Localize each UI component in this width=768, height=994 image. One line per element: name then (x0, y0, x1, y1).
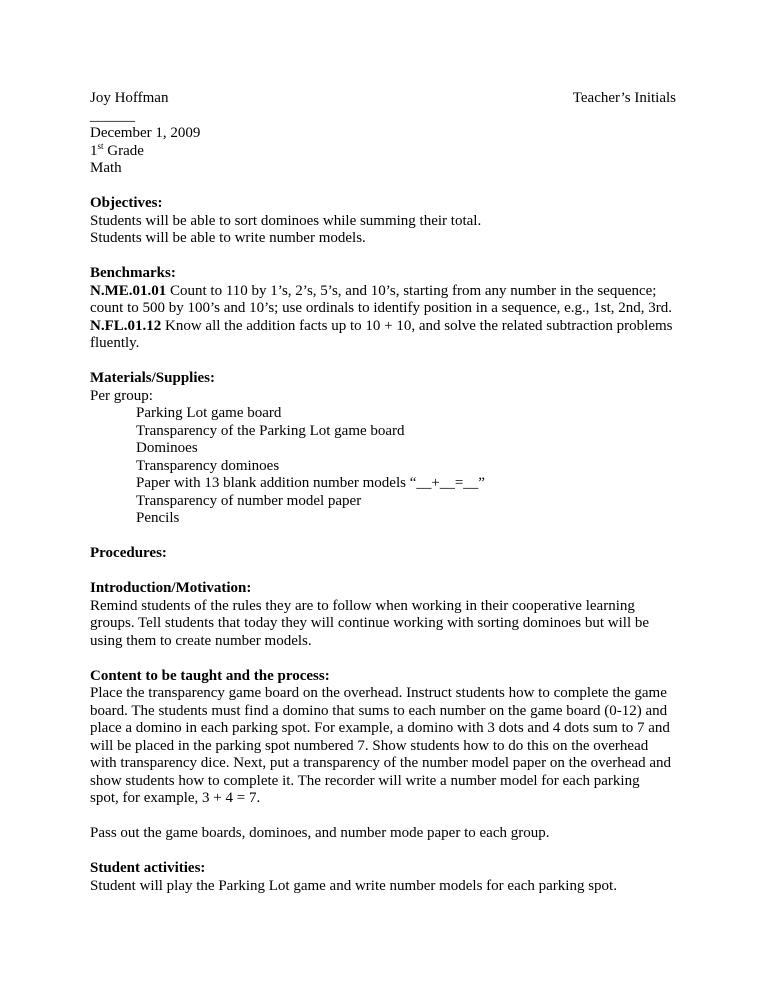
grade-ordinal: st (97, 140, 104, 151)
material-item: Transparency of the Parking Lot game board (136, 422, 405, 439)
content-line: Place the transparency game board on the overhead. Instruct students how to complete the game (90, 685, 667, 701)
grade-level (90, 140, 676, 161)
lesson-plan-document (90, 90, 676, 895)
student-activities-heading: Student activities: (90, 860, 206, 876)
benchmark-item (90, 318, 676, 336)
objective-item: Students will be able to write number models. (90, 230, 366, 246)
teacher-name: Joy Hoffman (90, 90, 169, 106)
introduction-heading: Introduction/Motivation: (90, 580, 252, 596)
content-line: place a domino in each parking spot. For example, a domino with 3 dots and 4 dots sum to 7 and (90, 720, 670, 736)
content-line: spot, for example, 3 + 4 = 7. (90, 790, 261, 806)
procedures-heading: Procedures: (90, 545, 167, 561)
content-line: board. The students must find a domino that sums to each number on the game board (0-12) and (90, 702, 668, 719)
subject: Math (90, 160, 122, 176)
material-item: Paper with 13 blank addition number models “__+__=__” (136, 475, 485, 491)
material-item: Pencils (136, 510, 180, 526)
material-item: Dominoes (136, 440, 198, 456)
lesson-date: December 1, 2009 (90, 125, 201, 141)
material-item: Parking Lot game board (136, 405, 282, 421)
content-line: show students how to complete it. The recorder will write a number model for each parking (90, 772, 640, 789)
benchmark-code: N.FL.01.12 (90, 317, 162, 334)
material-item: Transparency dominoes (136, 457, 280, 474)
benchmarks-heading: Benchmarks: (90, 265, 176, 281)
grade-text: Grade (103, 142, 144, 159)
introduction-line: groups. Tell students that today they will continue working with sorting dominoes but will be (90, 615, 650, 631)
introduction-line: using them to create number models. (90, 632, 312, 649)
teacher-initials-label: Teacher’s Initials (572, 90, 676, 106)
material-item: Transparency of number model paper (136, 492, 362, 509)
content-line: with transparency dice. Next, put a transparency of the number model paper on the overhead and (90, 755, 672, 771)
objective-item: Students will be able to sort dominoes while summing their total. (90, 212, 482, 229)
content-line: will be placed in the parking spot numbered 7. Show students how to do this on the overhead (90, 737, 649, 754)
benchmark-text: Count to 110 by 1’s, 2’s, 5’s, and 10’s, starting from any number in the sequence; (166, 282, 657, 299)
benchmark-text: Know all the addition facts up to 10 + 10, and solve the related subtraction problems (161, 317, 673, 334)
header-row (90, 90, 676, 108)
introduction-line: Remind students of the rules they are to follow when working in their cooperative learning (90, 597, 635, 614)
objectives-heading: Objectives: (90, 195, 163, 211)
benchmark-item (90, 283, 676, 301)
initials-blank: ______ (90, 107, 135, 124)
grade-number: 1 (90, 142, 98, 159)
content-heading: Content to be taught and the process: (90, 667, 330, 684)
benchmark-text-continued: fluently. (90, 335, 140, 351)
benchmark-text-continued: count to 500 by 100’s and 10’s; use ordinals to identify position in a sequence, e.g., 1st, 2nd, 3rd. (90, 300, 673, 316)
materials-heading: Materials/Supplies: (90, 370, 216, 386)
benchmark-code: N.ME.01.01 (90, 282, 167, 299)
pass-out-instruction: Pass out the game boards, dominoes, and number mode paper to each group. (90, 825, 550, 841)
student-activities-text: Student will play the Parking Lot game and write number models for each parking spot. (90, 877, 617, 894)
materials-group-label: Per group: (90, 387, 153, 404)
